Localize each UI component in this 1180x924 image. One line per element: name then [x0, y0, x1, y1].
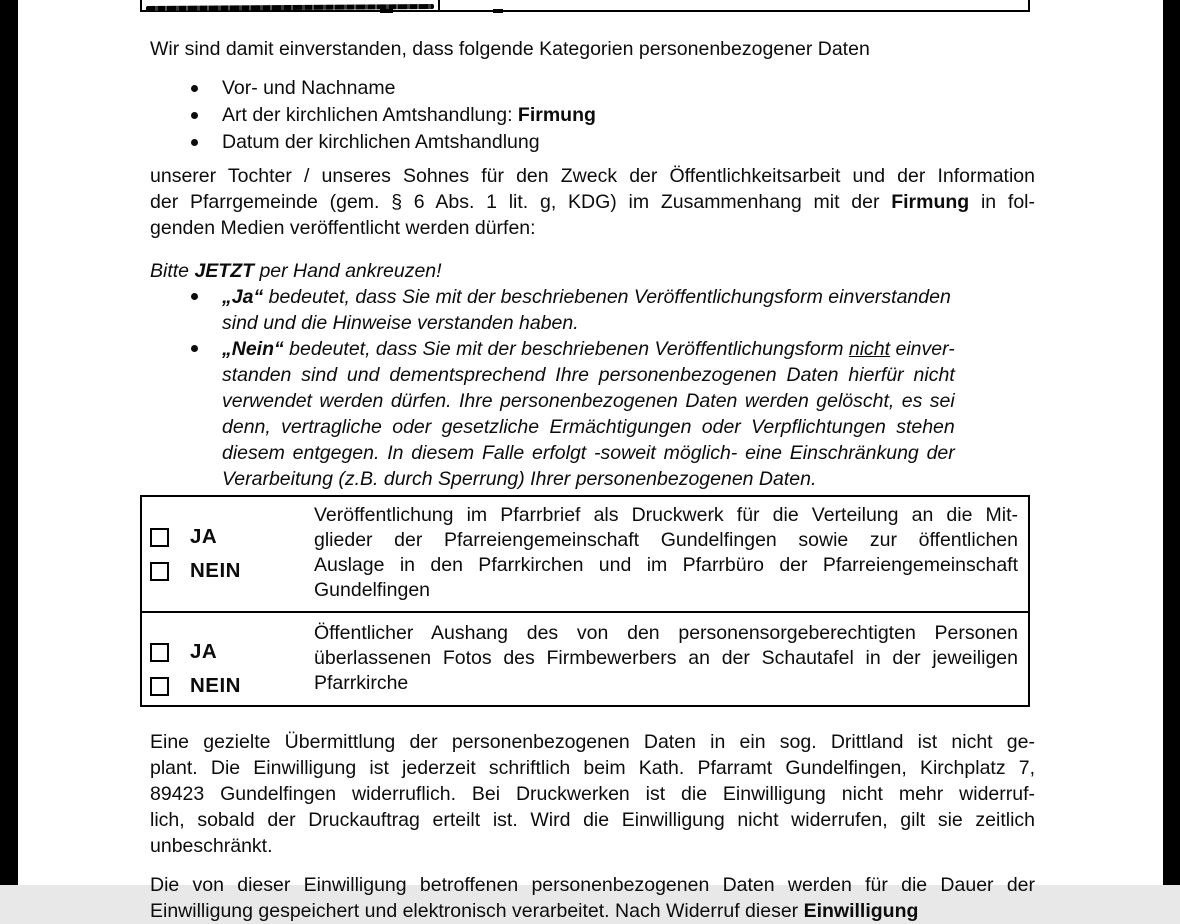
- category-name: Vor- und Nachname: [222, 77, 396, 99]
- option-nein: [142, 554, 314, 588]
- legend-item-ja: [150, 284, 1035, 336]
- consent-description-pfarrbrief: [314, 497, 1028, 611]
- checkbox-label-nein: NEIN: [190, 559, 241, 582]
- list-item: [150, 75, 1035, 102]
- consent-description-aushang: [314, 613, 1028, 705]
- answer-legend: [150, 284, 1035, 492]
- text-line: 89423 Gundelfingen widerruflich. Bei Druckwerken ist die Einwilligung nicht mehr widerruf-: [150, 783, 1035, 805]
- category-ceremony-date: Datum der kirchlichen Amtshandlung: [222, 131, 540, 153]
- checkbox-ja-pfarrbrief[interactable]: [150, 528, 169, 547]
- option-nein: [142, 669, 314, 703]
- text-line: sind und die Hinweise verstanden haben.: [222, 312, 579, 334]
- text-line: genden Medien veröffentlicht werden dürfen:: [150, 217, 536, 239]
- bullet-icon: [189, 75, 222, 102]
- text-line: Einwilligung gespeichert und elektronisch verarbeitet. Nach Widerruf dieser Einwilligung: [150, 900, 919, 922]
- document-body: [150, 0, 1035, 924]
- text-line: Pfarrkirche: [314, 672, 409, 694]
- option-column: [142, 613, 314, 705]
- text-line: standen sind und dementsprechend Ihre personenbezogenen Daten hierfür nicht: [222, 364, 955, 386]
- checkbox-label-nein: NEIN: [190, 674, 241, 697]
- text-line: plant. Die Einwilligung ist jederzeit schriftlich beim Kath. Pfarramt Gundelfingen, Kirchplatz 7,: [150, 757, 1035, 779]
- checkbox-nein-pfarrbrief[interactable]: [150, 562, 169, 581]
- bullet-icon: [189, 336, 222, 492]
- checkbox-ja-aushang[interactable]: [150, 643, 169, 662]
- checkbox-label-ja: JA: [190, 640, 218, 663]
- intro-paragraph: Wir sind damit einverstanden, dass folgende Kategorien personenbezogener Daten: [150, 38, 870, 60]
- text-line: der Pfarrgemeinde (gem. § 6 Abs. 1 lit. g, KDG) im Zusammenhang mit der Firmung in fol-: [150, 191, 1035, 213]
- table-row: [142, 611, 1028, 705]
- text-line: unbeschränkt.: [150, 835, 273, 857]
- text-line: überlassenen Fotos des Firmbewerbers an der Schautafel in der jeweiligen: [314, 647, 1018, 669]
- text-line: Die von dieser Einwilligung betroffenen personenbezogenen Daten werden für die Dauer der: [150, 874, 1035, 896]
- purpose-paragraph: [150, 163, 1035, 241]
- text-line: Verarbeitung (z.B. durch Sperrung) Ihrer personenbezogenen Daten.: [222, 468, 817, 490]
- text-line: unserer Tochter / unseres Sohnes für den Zweck der Öffentlichkeitsarbeit und der Information: [150, 165, 1035, 187]
- scan-border-right: [1163, 0, 1180, 885]
- text-line: „Ja“ bedeutet, dass Sie mit der beschriebenen Veröffentlichungsform einverstanden: [222, 286, 951, 308]
- scan-border-left: [0, 0, 18, 885]
- text-line: glieder der Pfarreiengemeinschaft Gundelfingen sowie zur öffentlichen: [314, 529, 1018, 551]
- text-line: „Nein“ bedeutet, dass Sie mit der beschriebenen Veröffentlichungsform nicht einver-: [222, 338, 955, 360]
- text-line: Auslage in den Pfarrkirchen und im Pfarrbüro der Pfarreiengemeinschaft: [314, 554, 1018, 576]
- storage-paragraph: [150, 872, 1035, 924]
- list-item: [150, 102, 1035, 129]
- data-category-list: [150, 75, 1035, 156]
- text-line: Gundelfingen: [314, 579, 431, 601]
- text-line: Veröffentlichung im Pfarrbrief als Druckwerk für die Verteilung an die Mit-: [314, 504, 1018, 526]
- list-item: [150, 129, 1035, 156]
- option-ja: [142, 635, 314, 669]
- checkbox-nein-aushang[interactable]: [150, 677, 169, 696]
- bullet-icon: [189, 284, 222, 336]
- text-line: verwendet werden dürfen. Ihre personenbezogenen Daten werden gelöscht, es sei: [222, 390, 955, 412]
- legend-nein-text: [222, 336, 955, 492]
- text-line: Öffentlicher Aushang des von den personensorgeberechtigten Personen: [314, 622, 1018, 644]
- bullet-icon: [189, 129, 222, 156]
- category-ceremony-type: Art der kirchlichen Amtshandlung: Firmung: [222, 104, 596, 126]
- checkbox-label-ja: JA: [190, 525, 218, 548]
- text-line: denn, vertragliche oder gesetzliche Ermächtigungen oder Verpflichtungen stehen: [222, 416, 955, 438]
- table-row: [142, 497, 1028, 611]
- option-ja: [142, 520, 314, 554]
- revocation-paragraph: [150, 729, 1035, 859]
- instruction-line: Bitte JETZT per Hand ankreuzen!: [150, 260, 442, 282]
- legend-ja-text: [222, 284, 951, 336]
- consent-options-table: [140, 495, 1030, 707]
- text-line: lich, sobald der Druckauftrag erteilt ist. Wird die Einwilligung nicht widerrufen, gilt sie zeitlich: [150, 809, 1035, 831]
- bullet-icon: [189, 102, 222, 129]
- text-line: Eine gezielte Übermittlung der personenbezogenen Daten in ein sog. Drittland ist nicht ge-: [150, 731, 1035, 753]
- legend-item-nein: [150, 336, 1035, 492]
- option-column: [142, 497, 314, 611]
- text-line: diesem entgegen. In diesem Falle erfolgt -soweit möglich- eine Einschränkung der: [222, 442, 955, 464]
